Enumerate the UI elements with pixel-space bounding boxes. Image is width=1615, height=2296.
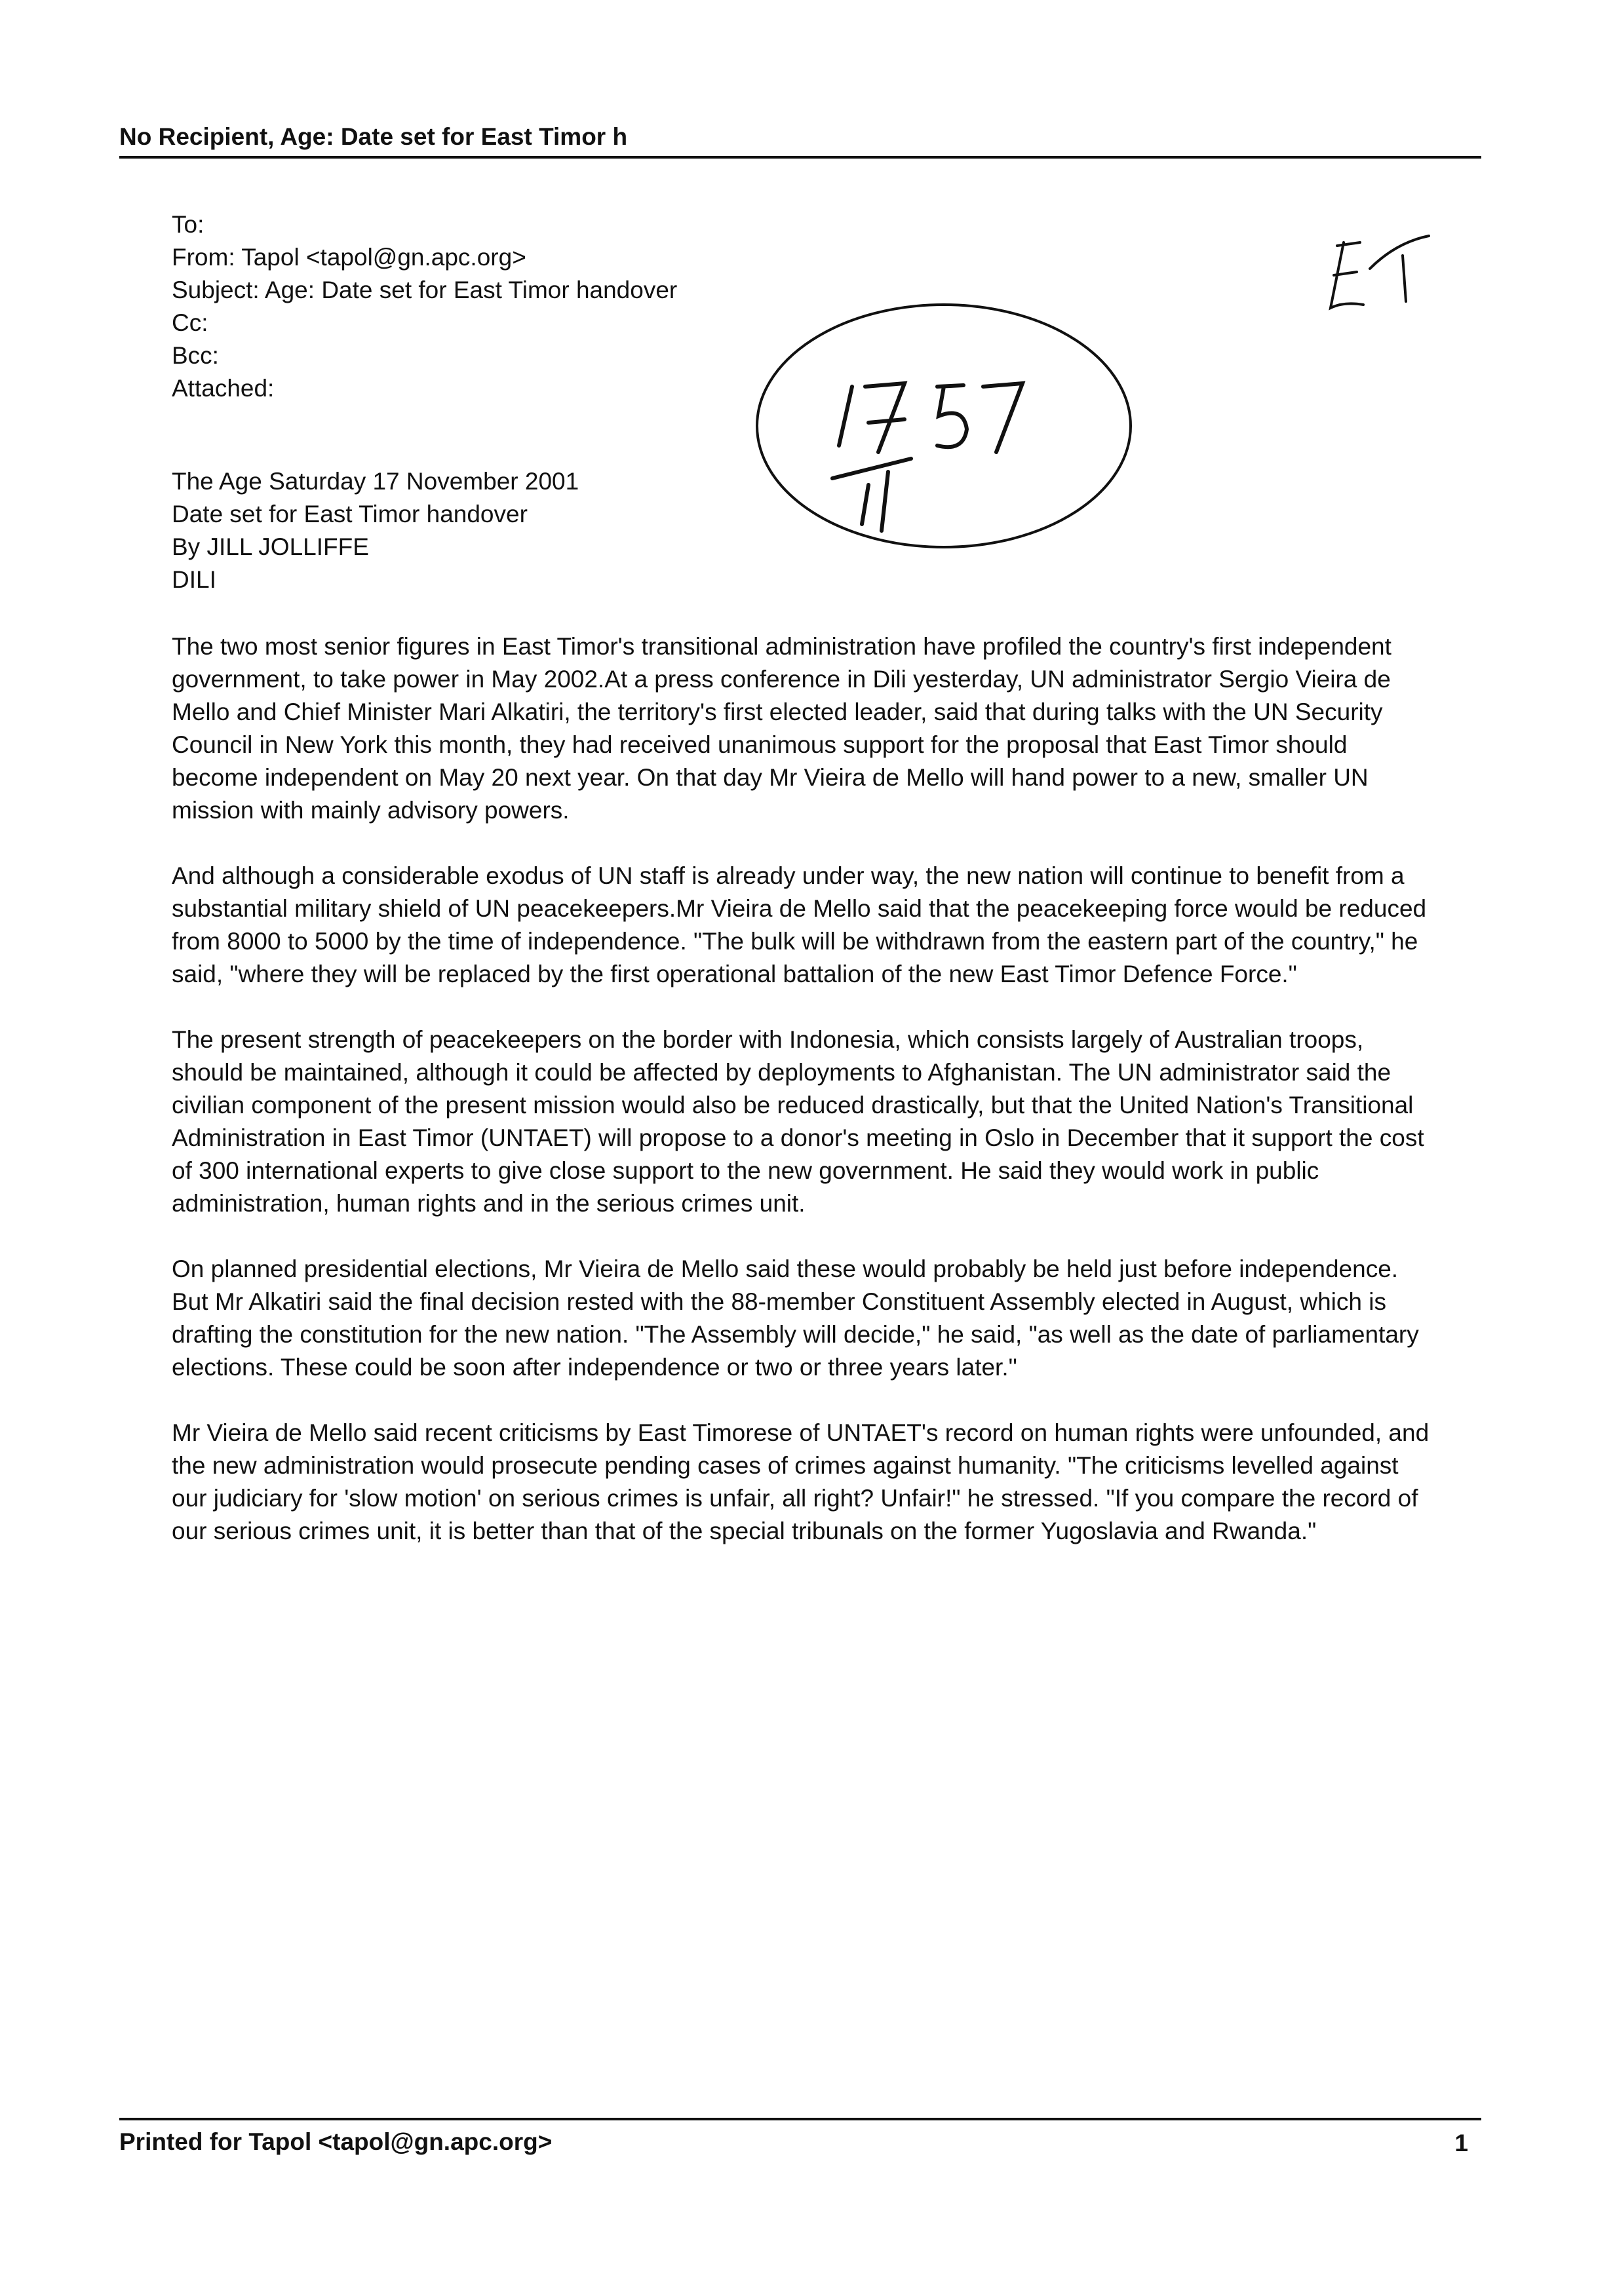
stamp-digits [832,383,1022,531]
email-attached: Attached: [172,375,275,402]
email-from: From: Tapol <tapol@gn.apc.org> [172,244,526,271]
article-source: The Age Saturday 17 November 2001 [172,468,579,495]
handwritten-stamp [747,288,1140,564]
page-number: 1 [1454,2130,1468,2156]
paragraph: On planned presidential elections, Mr Vieira de Mello said these would probably be held just before independence. But Mr Alkatiri said the final decision rested with the 88-member Constituent Assembly elected in August, which is drafting the constitution for the new nation. "The Assembly will decide," he said, "as well as the date of parliamentary elections. These could be soon after independence or two or three years later." [172,1255,1419,1381]
paragraph: The present strength of peacekeepers on the border with Indonesia, which consists largely of Australian troops, should be maintained, although it could be affected by deployments to Afghanistan. The UN administrator said the civilian component of the present mission would also be reduced drastically, but that the United Nation's Transitional Administration in East Timor (UNTAET) will propose to a donor's meeting in Oslo in December that it support the cost of 300 international experts to give close support to the new government. He said they would work in public administration, human rights and in the serious crimes unit. [172,1026,1424,1217]
article-meta [172,465,579,596]
email-to: To: [172,211,204,238]
article-body [172,630,1430,1580]
email-cc: Cc: [172,309,208,336]
page-title: No Recipient, Age: Date set for East Timor h [119,123,628,150]
handwritten-initials [1317,229,1442,321]
page-header [119,122,1481,159]
paragraph: Mr Vieira de Mello said recent criticisms by East Timorese of UNTAET's record on human rights were unfounded, and the new administration would prosecute pending cases of crimes against humanity. "The criticisms levelled against our judiciary for 'slow motion' on serious crimes is unfair, all right? Unfair!" he stressed. "If you compare the record of our serious crimes unit, it is better than that of the special tribunals on the former Yugoslavia and Rwanda." [172,1419,1430,1544]
article-byline: By JILL JOLLIFFE [172,533,369,560]
email-bcc: Bcc: [172,342,219,369]
stamp-circle [757,305,1131,547]
email-subject: Subject: Age: Date set for East Timor handover [172,277,678,303]
paragraph: And although a considerable exodus of UN staff is already under way, the new nation will continue to benefit from a substantial military shield of UN peacekeepers.Mr Vieira de Mello said that the peacekeeping force would be reduced from 8000 to 5000 by the time of independence. "The bulk will be withdrawn from the eastern part of the country," he said, "where they will be replaced by the first operational battalion of the new East Timor Defence Force." [172,862,1427,987]
paragraph: The two most senior figures in East Timor's transitional administration have profiled the country's first independent government, to take power in May 2002.At a press conference in Dili yesterday, UN administrator Sergio Vieira de Mello and Chief Minister Mari Alkatiri, the territory's first elected leader, said that during talks with the UN Security Council in New York this month, they had received unanimous support for the proposal that East Timor should become independent on May 20 next year. On that day Mr Vieira de Mello will hand power to a new, smaller UN mission with mainly advisory powers. [172,633,1391,824]
article-headline: Date set for East Timor handover [172,501,528,527]
printed-for: Printed for Tapol <tapol@gn.apc.org> [119,2128,553,2155]
article-dateline: DILI [172,566,216,593]
page-footer [119,2118,1481,2157]
email-header [172,208,677,405]
